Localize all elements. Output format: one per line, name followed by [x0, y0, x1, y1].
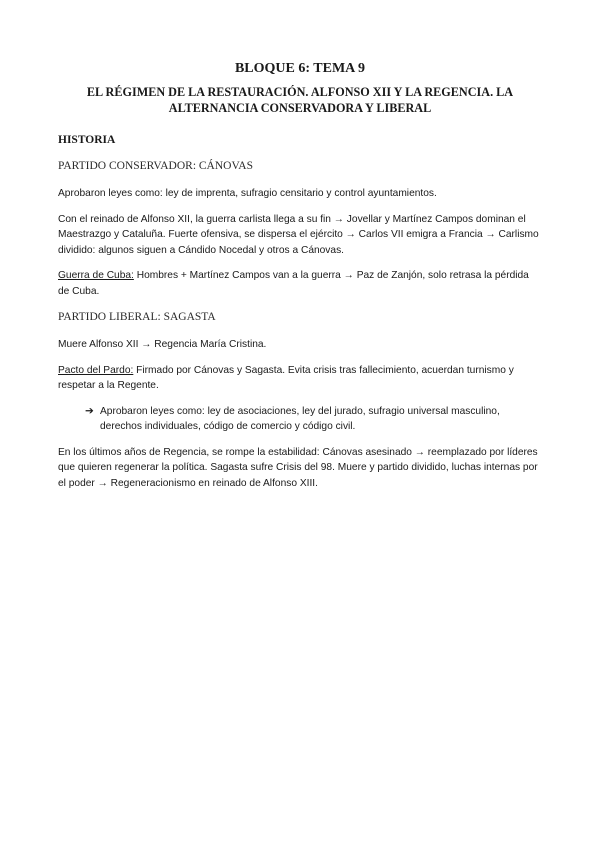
paragraph-guerra-cuba — [58, 268, 542, 299]
arrow-bullet-icon: ➔ — [85, 404, 94, 417]
label-guerra-cuba: Guerra de Cuba: — [58, 270, 134, 281]
heading-partido-liberal: PARTIDO LIBERAL: SAGASTA — [58, 311, 216, 323]
text-guerra-cuba: Hombres + Martínez Campos van a la guerra → Paz de Zanjón, solo retrasa la pérdida de Cuba. — [58, 270, 529, 297]
paragraph-guerra-carlista: Con el reinado de Alfonso XII, la guerra carlista llega a su fin → Jovellar y Martínez Campos dominan el Maestrazgo y Cataluña. Fuerte ofensiva, se dispersa el ejército → Carlos VII emigra a Francia → Carlismo dividido: algunos siguen a Cándido Nocedal y otros a Cánovas. — [58, 213, 539, 256]
heading-partido-conservador: PARTIDO CONSERVADOR: CÁNOVAS — [58, 160, 254, 172]
paragraph-leyes-conservadoras: Aprobaron leyes como: ley de imprenta, sufragio censitario y control ayuntamientos. — [58, 188, 437, 199]
bullet-leyes-liberales — [85, 404, 542, 435]
paragraph-regencia: Muere Alfonso XII → Regencia María Cristina. — [58, 339, 267, 350]
document-title: BLOQUE 6: TEMA 9 — [234, 61, 366, 76]
section-heading-historia: HISTORIA — [58, 134, 116, 146]
text-pacto-pardo: Firmado por Cánovas y Sagasta. Evita crisis tras fallecimiento, acuerdan turnismo y respetar a la Regente. — [58, 364, 514, 391]
document-subtitle: EL RÉGIMEN DE LA RESTAURACIÓN. ALFONSO XII Y LA REGENCIA. LA ALTERNANCIA CONSERVADORA Y LIBERAL — [86, 85, 514, 115]
bullet-text: Aprobaron leyes como: ley de asociaciones, ley del jurado, sufragio universal masculino, derechos individuales, código de comercio y código civil. — [100, 405, 500, 432]
paragraph-pacto-pardo — [58, 363, 542, 394]
paragraph-fin-regencia: En los últimos años de Regencia, se rompe la estabilidad: Cánovas asesinado → reemplazado por líderes que quieren regenerar la política. Sagasta sufre Crisis del 98. Muere y partido dividido, luchas internas por el poder → Regeneracionismo en reinado de Alfonso XIII. — [58, 446, 538, 489]
label-pacto-pardo: Pacto del Pardo: — [58, 364, 134, 376]
